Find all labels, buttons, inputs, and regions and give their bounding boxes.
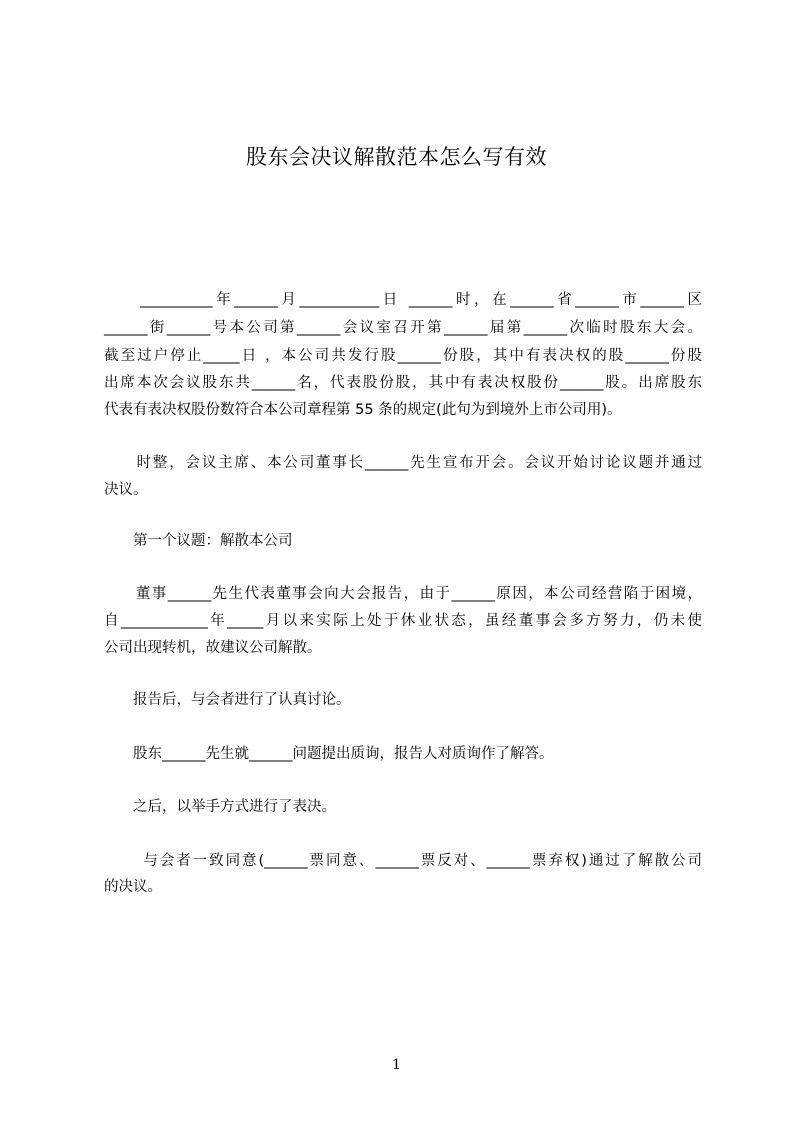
paragraph-1-line-4: 出席本次会议股东共______名，代表股份股，其中有表决权股份______股。出席股东: [104, 375, 702, 391]
paragraph-4-line-3: 公司出现转机，故建议公司解散。: [104, 640, 322, 656]
paragraph-6-line-1: 股东______先生就______问题提出质询，报告人对质询作了解答。: [104, 746, 554, 762]
document-title: 股东会决议解散范本怎么写有效: [246, 145, 547, 169]
paragraph-1-line-2: ______街______号本公司第______会议室召开第______届第______次临时股东大会。: [104, 320, 702, 336]
paragraph-8-line-2: 的决议。: [104, 879, 162, 895]
paragraph-1-line-5: 代表有表决权股份数符合本公司章程第 55 条的规定(此句为到境外上市公司用)。: [104, 402, 622, 418]
paragraph-3-line-1: 第一个议题：解散本公司: [104, 533, 293, 549]
paragraph-5-line-1: 报告后，与会者进行了认真讨论。: [104, 692, 351, 708]
paragraph-2-line-1: 时整，会议主席、本公司董事长______先生宣布开会。会议开始讨论议题并通过: [104, 455, 702, 471]
paragraph-2-line-2: 决议。: [104, 482, 148, 498]
paragraph-7-line-1: 之后，以举手方式进行了表决。: [104, 799, 336, 815]
page-number: 1: [392, 1057, 401, 1073]
paragraph-4-line-2: 自____________年_____月以来实际上处于休业状态，虽经董事会多方努力，仍未使: [104, 613, 702, 629]
paragraph-1-line-1: __________年______月___________日 ______时，在______省______市______区: [104, 292, 702, 308]
paragraph-4-line-1: 董事______先生代表董事会向大会报告，由于______原因，本公司经营陷于困境，: [104, 586, 702, 602]
paragraph-8-line-1: 与会者一致同意(______票同意、______票反对、______票弃权)通过了解散公司: [104, 853, 702, 869]
paragraph-1-line-3: 截至过户停止_____日 ，本公司共发行股______份股，其中有表决权的股______份股: [104, 348, 702, 364]
